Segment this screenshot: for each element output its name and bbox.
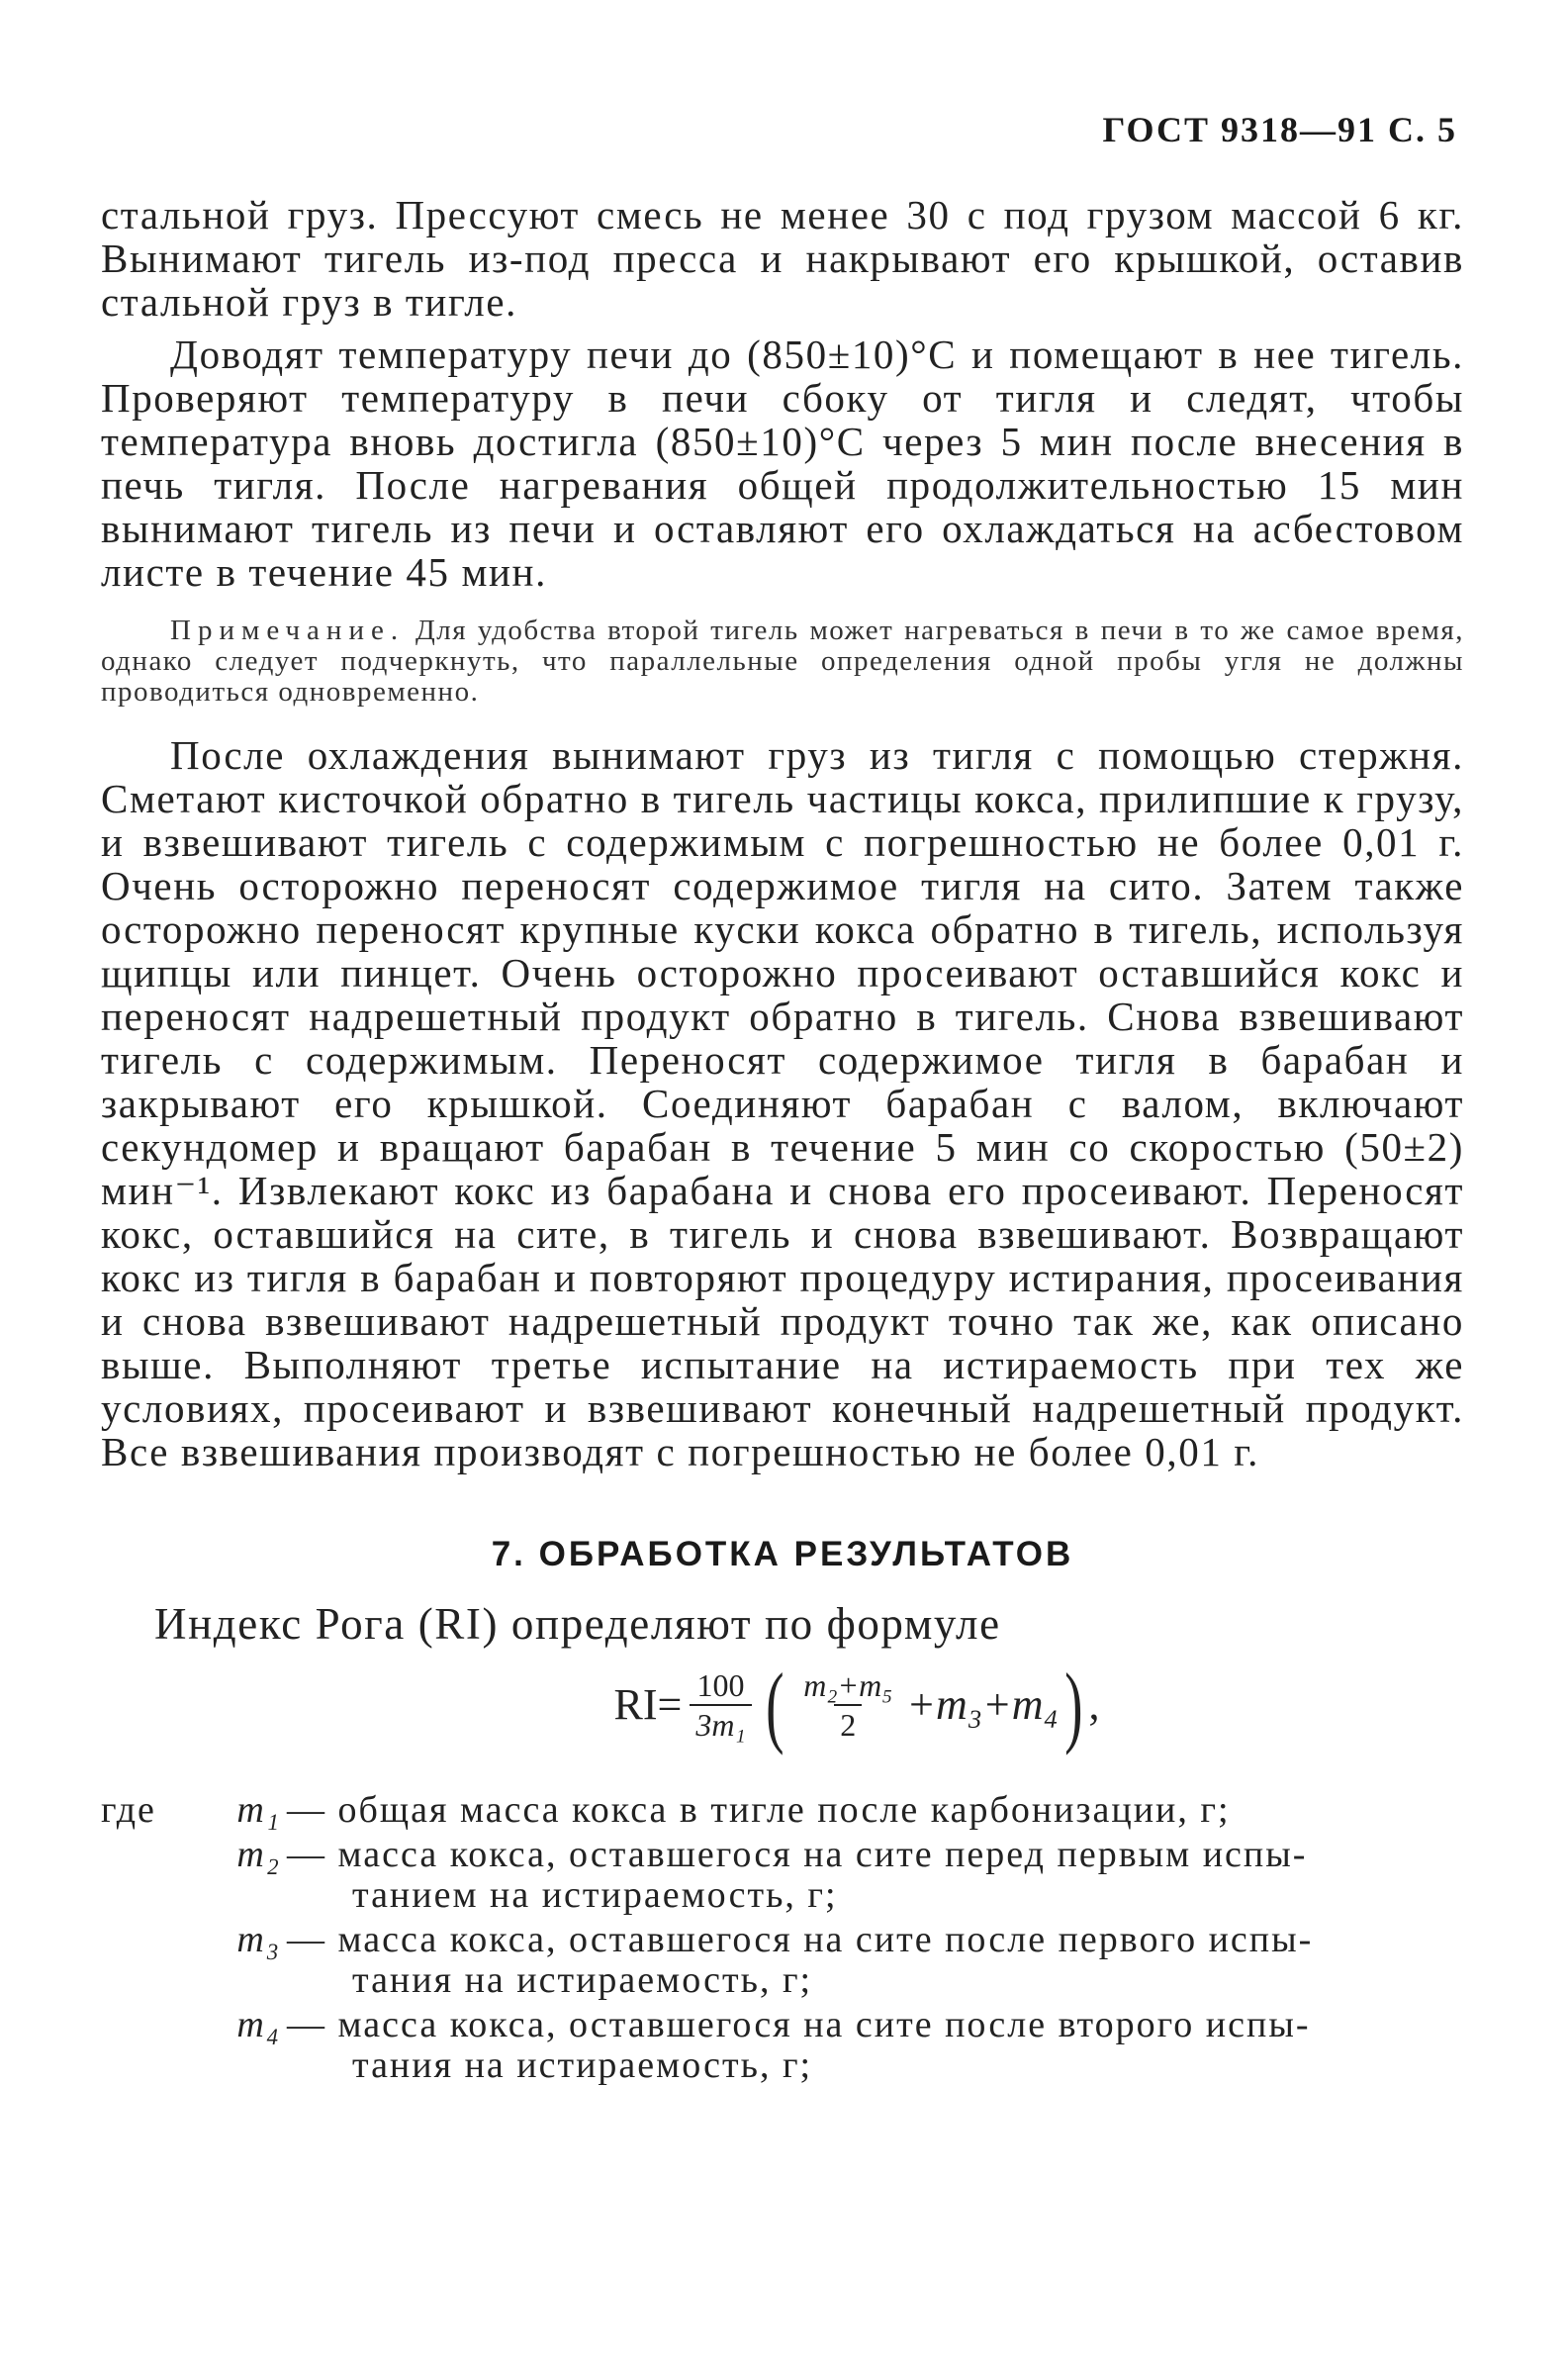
- variable-prefix: где: [101, 1789, 156, 1831]
- formula-inner-denominator: 2: [834, 1704, 862, 1744]
- variable-description: [287, 1835, 1464, 1916]
- formula-inner-numerator: m₂+m₅: [803, 1667, 893, 1703]
- page-header: ГОСТ 9318—91 С. 5: [1102, 110, 1457, 149]
- formula-outer-numerator: 100: [696, 1667, 745, 1703]
- formula-outer-denominator: 3m₁: [690, 1704, 751, 1744]
- variable-desc-line1: — общая масса кокса в тигле после карбонизации, г;: [287, 1789, 1231, 1831]
- variable-desc-line2: танием на истираемость, г;: [352, 1874, 838, 1916]
- note: [101, 616, 1464, 708]
- formula: [249, 1655, 1464, 1755]
- variable-desc-line2: тания на истираемость, г;: [352, 2044, 813, 2086]
- paragraph-2: Доводят температуру печи до (850±10)°С и помещают в нее тигель. Проверяют температуру в печи сбоку от тигля и следят, чтобы температура вновь достигла (850±10)°С через 5 мин после внесения в печь тигля. После нагревания общей продолжительностью 15 мин вынимают тигель из печи и оставляют его охлаждаться на асбестовом листе в течение 45 мин.: [101, 332, 1464, 595]
- document-body: [101, 193, 1464, 2090]
- variable-description: [287, 2005, 1464, 2086]
- variable-row: [101, 2005, 1464, 2086]
- variable-row: [101, 1835, 1464, 1916]
- formula-tail: +m₃+m₄: [906, 1680, 1059, 1729]
- note-text: Для удобства второй тигель может нагреваться в печи в то же самое время, однако следует подчеркнуть, что параллельные определения одной пробы угля не должны проводиться одновременно.: [101, 615, 1464, 708]
- formula-outer-fraction: [690, 1666, 751, 1744]
- variable-description: [287, 1790, 1464, 1831]
- variable-desc-line2: тания на истираемость, г;: [352, 1959, 813, 2001]
- variable-symbol: m₁: [236, 1789, 281, 1831]
- note-label: Примечание.: [170, 615, 406, 646]
- formula-close-paren: ): [1063, 1655, 1083, 1755]
- formula-lhs: RI=: [613, 1680, 683, 1729]
- formula-end: ,: [1088, 1680, 1100, 1729]
- variable-symbol: m₂: [236, 1834, 281, 1875]
- formula-open-paren: (: [765, 1655, 784, 1755]
- formula-intro: Индекс Рога (RI) определяют по формуле: [154, 1599, 1001, 1649]
- variable-row: [101, 1790, 1464, 1831]
- variable-symbol: m₄: [236, 2004, 281, 2045]
- variable-symbol: m₃: [236, 1919, 281, 1960]
- variable-desc-line1: — масса кокса, оставшегося на сите перед первым испы-: [287, 1834, 1308, 1875]
- formula-inner-fraction: [797, 1666, 898, 1744]
- variable-desc-line1: — масса кокса, оставшегося на сите после второго испы-: [287, 2004, 1311, 2045]
- paragraph-1: стальной груз. Прессуют смесь не менее 30 с под грузом массой 6 кг. Вынимают тигель из-под пресса и накрывают его крышкой, оставив стальной груз в тигле.: [101, 192, 1464, 325]
- section-title: 7. ОБРАБОТКА РЕЗУЛЬТАТОВ: [491, 1535, 1074, 1573]
- variable-row: [101, 1920, 1464, 2001]
- paragraph-3: После охлаждения вынимают груз из тигля с помощью стержня. Сметают кисточкой обратно в тигель частицы кокса, прилипшие к грузу, и взвешивают тигель с содержимым с погрешностью не более 0,01 г. Очень осторожно переносят содержимое тигля на сито. Затем также осторожно переносят крупные куски кокса обратно в тигель, используя щипцы или пинцет. Очень осторожно просеивают оставшийся кокс и переносят надрешетный продукт обратно в тигель. Снова взвешивают тигель с содержимым. Переносят содержимое тигля в барабан и закрывают его крышкой. Соединяют барабан с валом, включают секундомер и вращают барабан в течение 5 мин со скоростью (50±2) мин⁻¹. Извлекают кокс из барабана и снова его просеивают. Переносят кокс, оставшийся на сите, в тигель и снова взвешивают. Возвращают кокс из тигля в барабан и повторяют процедуру истирания, просеивания и снова взвешивают надрешетный продукт точно так же, как описано выше. Выполняют третье испытание на истираемость при тех же условиях, просеивают и взвешивают конечный надрешетный продукт. Все взвешивания производят с погрешностью не более 0,01 г.: [101, 732, 1464, 1474]
- variable-list: [101, 1790, 1464, 2086]
- variable-desc-line1: — масса кокса, оставшегося на сите после первого испы-: [287, 1919, 1314, 1960]
- variable-description: [287, 1920, 1464, 2001]
